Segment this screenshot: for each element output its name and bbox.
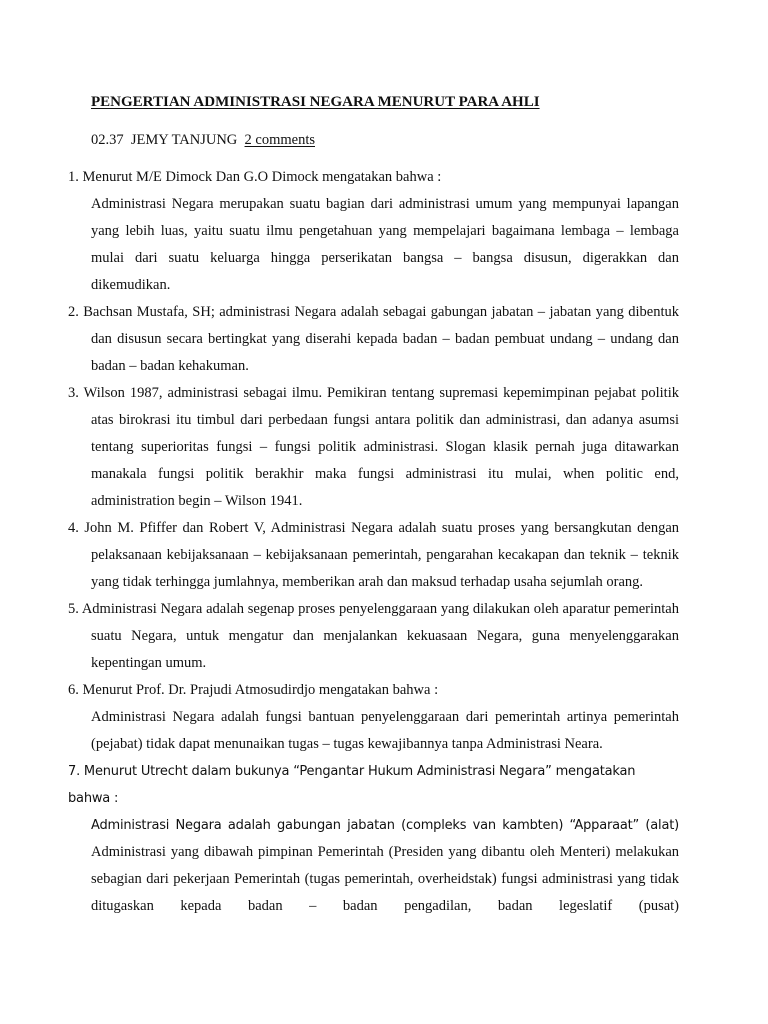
item-4: 4. John M. Pfiffer dan Robert V, Administrasi Negara adalah suatu proses yang bersangkutan dengan pelaksanaan kebijaksanaan – kebijaksanaan pemerintah, pengarahan kecakapan dan teknik – teknik yang tidak terhingga jumlahnya, memberikan arah dan maksud terhadap usaha sejumlah orang.	[68, 520, 679, 590]
item-2: 2. Bachsan Mustafa, SH; administrasi Negara adalah sebagai gabungan jabatan – jabatan yang dibentuk dan disusun secara bertingkat yang diserahi kepada badan – badan pembuat undang – undang dan badan – badan kehakuman.	[68, 304, 679, 374]
item-5: 5. Administrasi Negara adalah segenap proses penyelenggaraan yang dilakukan oleh aparatur pemerintah suatu Negara, untuk mengatur dan menjalankan kekuasaan Negara, guna menyelenggarakan kepentingan umum.	[68, 601, 679, 671]
post-time: 02.37	[91, 132, 124, 148]
item-1-body: Administrasi Negara merupakan suatu bagian dari administrasi umum yang mempunyai lapangan yang lebih luas, yaitu suatu ilmu pengetahuan yang mempelajari bagaimana lembaga – lembaga mulai dari suatu keluarga hingga perserikatan bangsa – bangsa disusun, digerakkan dan dikemudikan.	[91, 196, 679, 293]
item-7-lead: 7. Menurut Utrecht dalam bukunya “Pengantar Hukum Administrasi Negara” mengatakan bahwa :	[68, 764, 636, 806]
post-meta	[91, 132, 315, 149]
item-7-body: Administrasi yang dibawah pimpinan Pemerintah (Presiden yang dibantu oleh Menteri) melakukan sebagian dari pekerjaan Pemerintah (tugas pemerintah, overheidstak) fungsi administrasi yang tidak ditugaskan kepada badan – badan pengadilan, badan legeslatif (pusat)	[91, 844, 679, 914]
item-6-body: Administrasi Negara adalah fungsi bantuan penyelenggaraan dari pemerintah artinya pemerintah (pejabat) tidak dapat menunaikan tugas – tugas kewajibannya tanpa Administrasi Neara.	[91, 709, 679, 752]
post-author: JEMY TANJUNG	[130, 132, 238, 148]
comments-link[interactable]: 2 comments	[244, 132, 315, 148]
item-3: 3. Wilson 1987, administrasi sebagai ilmu. Pemikiran tentang supremasi kepemimpinan pejabat politik atas birokrasi itu timbul dari perbedaan fungsi antara politik dan administrasi, dan adanya asumsi tentang superioritas fungsi – fungsi politik administrasi. Slogan klasik pernah juga ditawarkan manakala fungsi politik berakhir maka fungsi administrasi itu mulai, when politic end, administration begin – Wilson 1941.	[68, 385, 679, 509]
document-body	[68, 164, 679, 920]
item-7-body-condensed: Administrasi Negara adalah gabungan jabatan (compleks van kambten) “Apparaat” (alat)	[91, 818, 679, 833]
item-1-lead: 1. Menurut M/E Dimock Dan G.O Dimock mengatakan bahwa :	[68, 169, 442, 185]
item-6-lead: 6. Menurut Prof. Dr. Prajudi Atmosudirdjo mengatakan bahwa :	[68, 682, 439, 698]
document-title: PENGERTIAN ADMINISTRASI NEGARA MENURUT PARA AHLI	[91, 94, 540, 110]
